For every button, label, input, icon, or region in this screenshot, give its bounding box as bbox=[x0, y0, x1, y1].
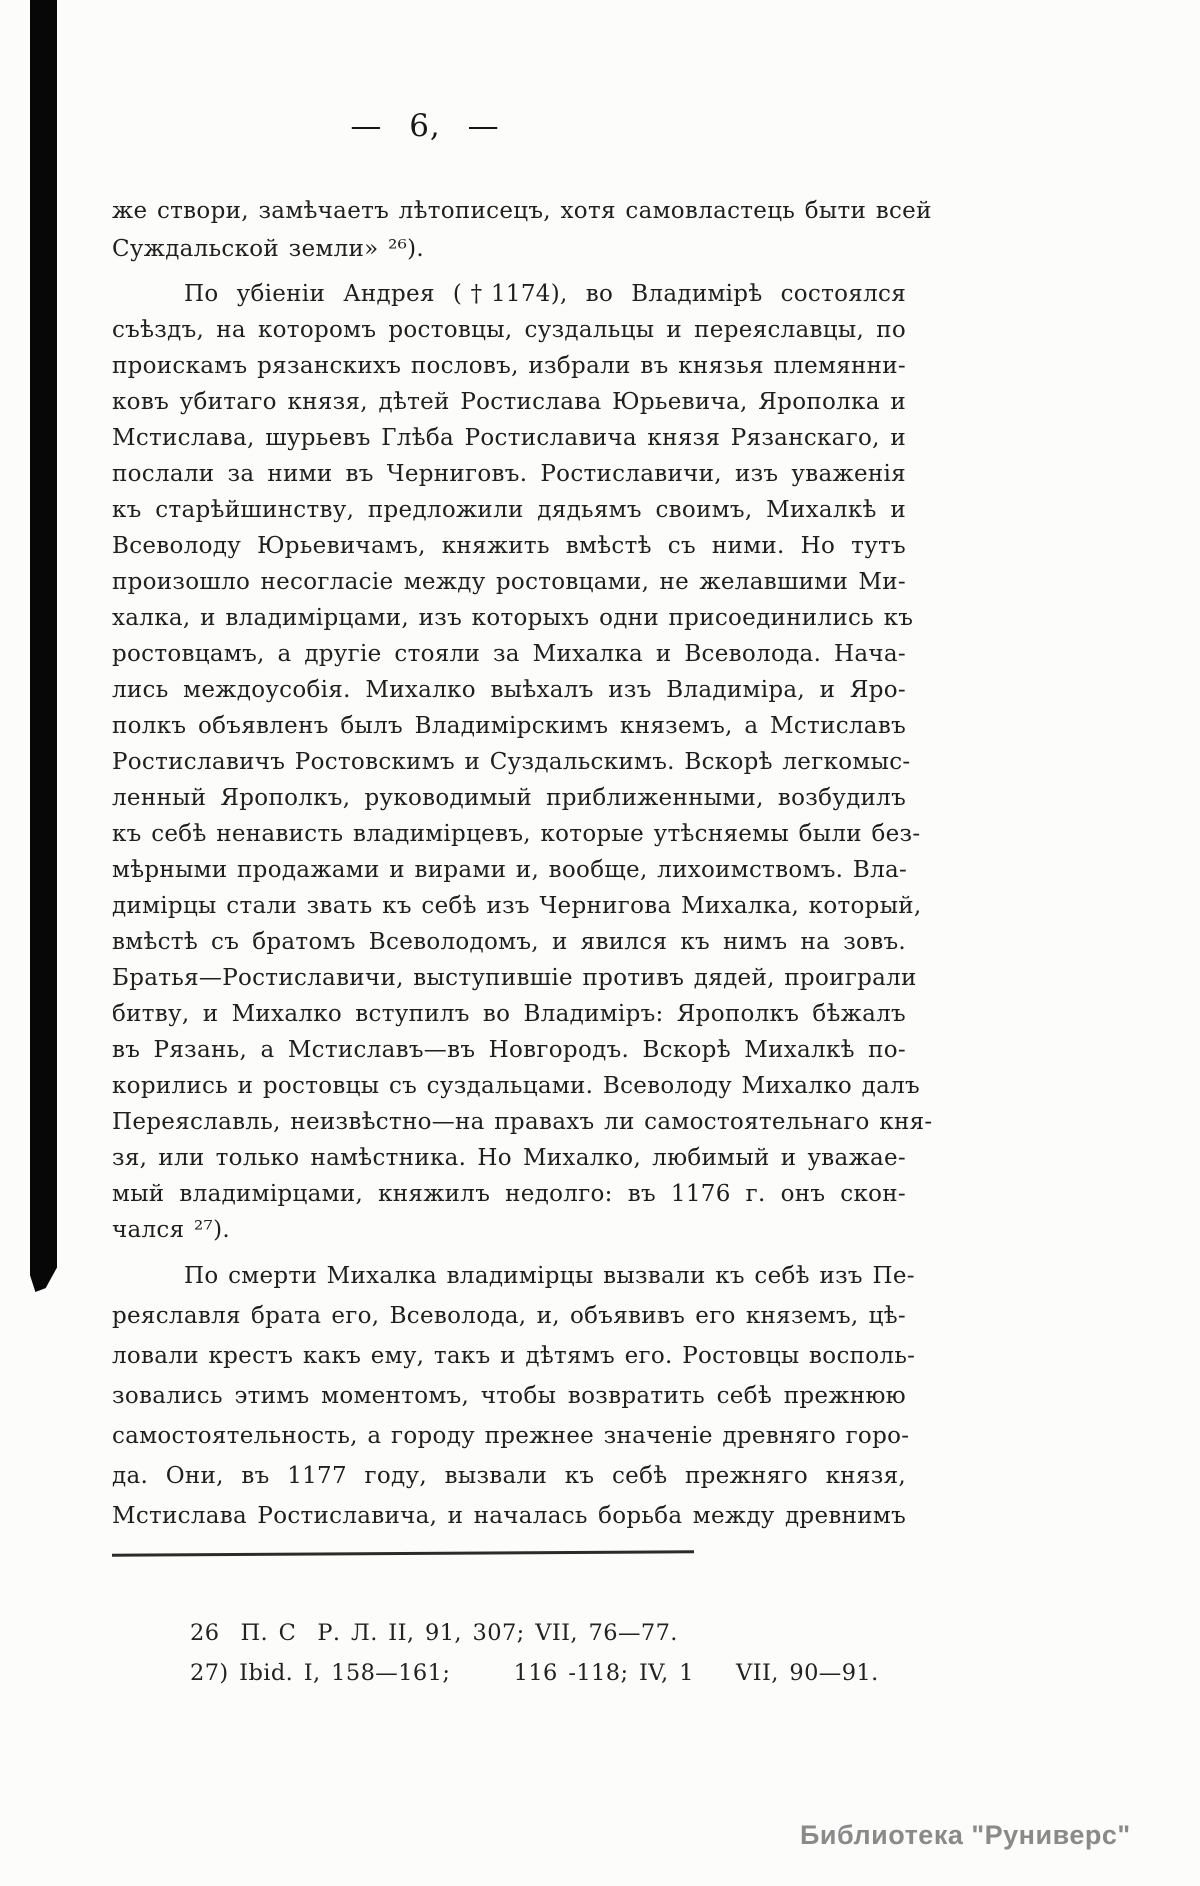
page-number: — 6, — bbox=[350, 108, 500, 144]
text-line: Мстислава, шурьевъ Глѣба Ростиславича князя Рязанскаго, и bbox=[112, 425, 906, 451]
text-line: Мстислава Ростиславича, и началась борьба между древнимъ bbox=[112, 1503, 906, 1529]
scan-gutter-bar bbox=[30, 0, 57, 1292]
text-line: мѣрными продажами и вирами и, вообще, лихоимствомъ. Вла- bbox=[112, 857, 908, 883]
paragraph bbox=[112, 276, 933, 1248]
paragraph bbox=[112, 192, 932, 268]
text-line: ловали крестъ какъ ему, такъ и дѣтямъ его. Ростовцы восполь- bbox=[112, 1343, 916, 1369]
text-line: димірцы стали звать къ себѣ изъ Чернигова Михалка, который, bbox=[112, 893, 922, 919]
footnote-separator bbox=[112, 1550, 694, 1557]
library-watermark: Библиотека "Руниверс" bbox=[800, 1820, 1131, 1850]
text-line: ковъ убитаго князя, дѣтей Ростислава Юрьевича, Ярополка и bbox=[112, 389, 906, 415]
text-line: самостоятельность, а городу прежнее значеніе древняго горо- bbox=[112, 1423, 910, 1449]
text-line: вмѣстѣ съ братомъ Всеволодомъ, и явился къ нимъ на зовъ. bbox=[112, 929, 906, 955]
text-line: ленный Ярополкъ, руководимый приближенными, возбудилъ bbox=[112, 785, 906, 811]
text-line: съѣздъ, на которомъ ростовцы, суздальцы и переяславцы, по bbox=[112, 317, 906, 343]
text-line: въ Рязань, а Мстиславъ—въ Новгородъ. Вскорѣ Михалкѣ по- bbox=[112, 1037, 906, 1063]
text-line: Всеволоду Юрьевичамъ, княжить вмѣстѣ съ ними. Но тутъ bbox=[112, 533, 906, 559]
text-line: же створи, замѣчаетъ лѣтописецъ, хотя самовластець быти всей bbox=[112, 198, 932, 224]
text-line: Переяславль, неизвѣстно—на правахъ ли самостоятельнаго кня- bbox=[112, 1109, 933, 1135]
footnote: 26 П. С Р. Л. II, 91, 307; VII, 76—77. bbox=[190, 1620, 678, 1646]
paragraph bbox=[112, 1256, 916, 1536]
text-line: лись междоусобія. Михалко выѣхалъ изъ Владиміра, и Яро- bbox=[112, 677, 906, 703]
text-line: ростовцамъ, а другіе стояли за Михалка и Всеволода. Нача- bbox=[112, 641, 906, 667]
text-line: произошло несогласіе между ростовцами, не желавшими Ми- bbox=[112, 569, 906, 595]
text-line: халка, и владимірцами, изъ которыхъ одни присоединились къ bbox=[112, 605, 914, 631]
text-line: къ себѣ ненависть владимірцевъ, которые утѣсняемы были без- bbox=[112, 821, 921, 847]
text-line: зовались этимъ моментомъ, чтобы возвратить себѣ прежнюю bbox=[112, 1383, 906, 1409]
text-line: реяславля брата его, Всеволода, и, объявивъ его княземъ, цѣ- bbox=[112, 1303, 906, 1329]
text-line: битву, и Михалко вступилъ во Владиміръ: Ярополкъ бѣжалъ bbox=[112, 1001, 906, 1027]
text-line: къ старѣйшинству, предложили дядьямъ своимъ, Михалкѣ и bbox=[112, 497, 906, 523]
text-line: да. Они, въ 1177 году, вызвали къ себѣ прежняго князя, bbox=[112, 1463, 906, 1489]
footnote: 27) Ibid. I, 158—161; 116 -118; IV, 1 VII, 90—91. bbox=[190, 1660, 879, 1686]
text-line: Суждальской земли» ²⁶). bbox=[112, 236, 425, 262]
text-line: мый владимірцами, княжилъ недолго: въ 1176 г. онъ скон- bbox=[112, 1181, 906, 1207]
text-line: По убіеніи Андрея (†1174), во Владимірѣ состоялся bbox=[184, 281, 906, 307]
text-line: корились и ростовцы съ суздальцами. Всеволоду Михалко далъ bbox=[112, 1073, 920, 1099]
text-line: чался ²⁷). bbox=[112, 1217, 230, 1243]
text-line: полкъ объявленъ былъ Владимірскимъ княземъ, а Мстиславъ bbox=[112, 713, 906, 739]
text-line: По смерти Михалка владимірцы вызвали къ себѣ изъ Пе- bbox=[184, 1263, 915, 1289]
text-line: послали за ними въ Черниговъ. Ростиславичи, изъ уваженія bbox=[112, 461, 906, 487]
text-line: Ростиславичъ Ростовскимъ и Суздальскимъ. Вскорѣ легкомыс- bbox=[112, 749, 911, 775]
text-line: Братья—Ростиславичи, выступившіе противъ дядей, проиграли bbox=[112, 965, 917, 991]
text-line: проискамъ рязанскихъ пословъ, избрали въ князья племянни- bbox=[112, 353, 906, 379]
text-line: зя, или только намѣстника. Но Михалко, любимый и уважае- bbox=[112, 1145, 906, 1171]
